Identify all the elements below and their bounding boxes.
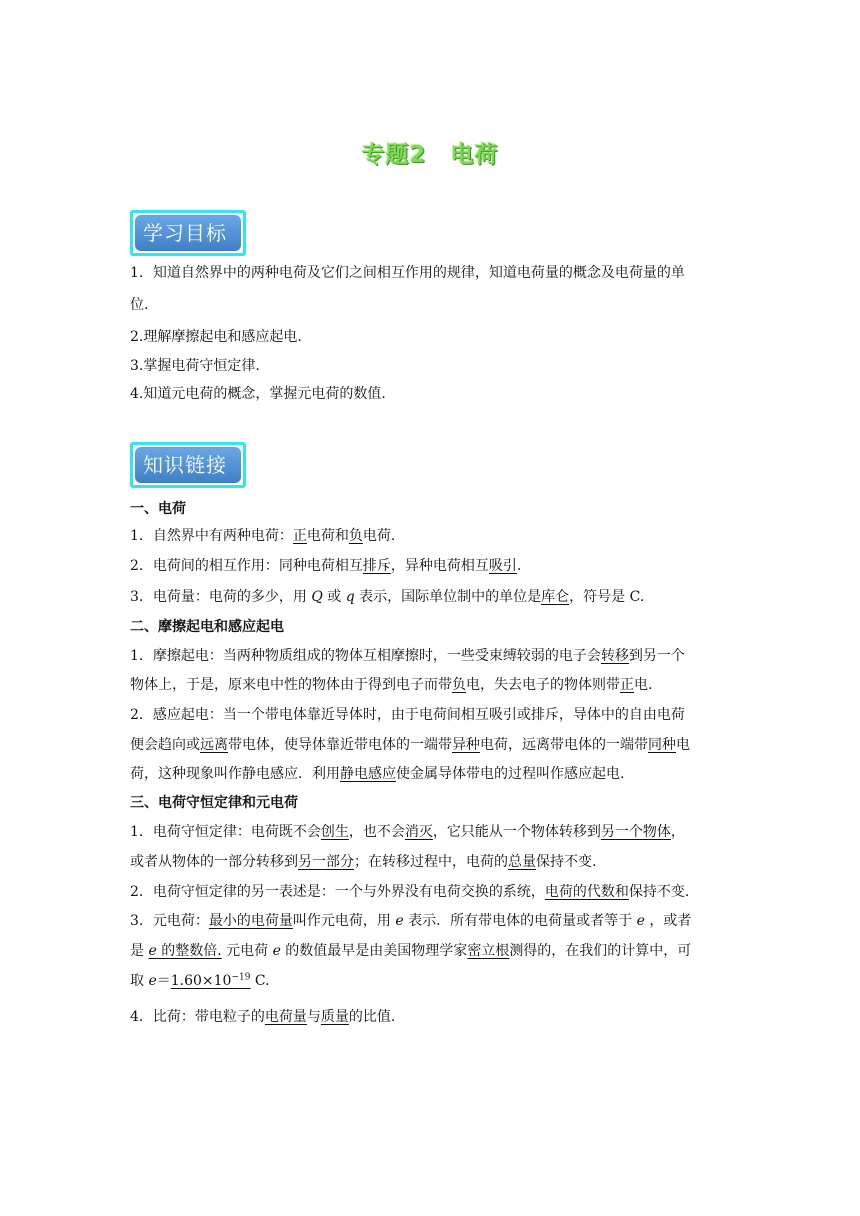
section-badge-knowledge xyxy=(130,442,246,488)
charge-line-1: 1．自然界中有两种电荷：正电荷和负电荷. xyxy=(130,528,396,544)
conservation-line-5: 是 e 的整数倍. 元电荷 e 的数值最早是由美国物理学家密立根测得的，在我们的计算中，可 xyxy=(130,943,692,959)
goal-line-1: 1．知道自然界中的两种电荷及它们之间相互作用的规律，知道电荷量的概念及电荷量的单 xyxy=(130,265,685,281)
goal-line-2: 2.理解摩擦起电和感应起电. xyxy=(130,329,302,345)
conservation-line-4: 3．元电荷：最小的电荷量叫作元电荷，用 e 表示．所有带电体的电荷量或者等于 e ，或者 xyxy=(130,913,692,929)
conservation-line-2: 或者从物体的一部分转移到另一部分；在转移过程中，电荷的总量保持不变. xyxy=(130,854,597,870)
electrification-line-5: 荷，这种现象叫作静电感应．利用静电感应使金属导体带电的过程叫作感应起电. xyxy=(130,766,625,782)
electrification-line-2: 物体上，于是，原来电中性的物体由于得到电子而带负电，失去电子的物体则带正电. xyxy=(130,677,653,693)
section-badge-goals xyxy=(130,210,246,256)
section-badge-knowledge-label: 知识链接 xyxy=(135,447,241,483)
conservation-line-7: 4．比荷：带电粒子的电荷量与质量的比值. xyxy=(130,1009,396,1025)
electrification-line-1: 1．摩擦起电：当两种物质组成的物体互相摩擦时，一些受束缚较弱的电子会转移到另一个 xyxy=(130,648,685,664)
electrification-line-3: 2．感应起电：当一个带电体靠近导体时，由于电荷间相互吸引或排斥，导体中的自由电荷 xyxy=(130,707,685,723)
section-heading-electrification: 二、摩擦起电和感应起电 xyxy=(130,619,284,635)
goal-line-4: 4.知道元电荷的概念，掌握元电荷的数值. xyxy=(130,386,386,402)
electrification-line-4: 便会趋向或远离带电体，使导体靠近带电体的一端带异种电荷，远离带电体的一端带同种电 xyxy=(130,737,690,753)
conservation-line-3: 2．电荷守恒定律的另一表述是：一个与外界没有电荷交换的系统，电荷的代数和保持不变. xyxy=(130,884,690,900)
charge-line-3: 3．电荷量：电荷的多少，用 Q 或 q 表示，国际单位制中的单位是库仑，符号是 C. xyxy=(130,589,645,605)
section-heading-charge: 一、电荷 xyxy=(130,501,186,517)
section-heading-conservation: 三、电荷守恒定律和元电荷 xyxy=(130,795,298,811)
conservation-line-6: 取 $e=1.60\times 10^{-19}$ C. xyxy=(130,972,270,989)
section-badge-goals-label: 学习目标 xyxy=(135,215,241,251)
goal-line-1-cont: 位. xyxy=(130,297,149,313)
goal-line-3: 3.掌握电荷守恒定律. xyxy=(130,358,260,374)
page-title: 专题2 电荷 xyxy=(361,142,499,168)
conservation-line-1: 1．电荷守恒定律：电荷既不会创生，也不会消灭，它只能从一个物体转移到另一个物体， xyxy=(130,824,685,840)
charge-line-2: 2．电荷间的相互作用：同种电荷相互排斥，异种电荷相互吸引. xyxy=(130,558,522,574)
